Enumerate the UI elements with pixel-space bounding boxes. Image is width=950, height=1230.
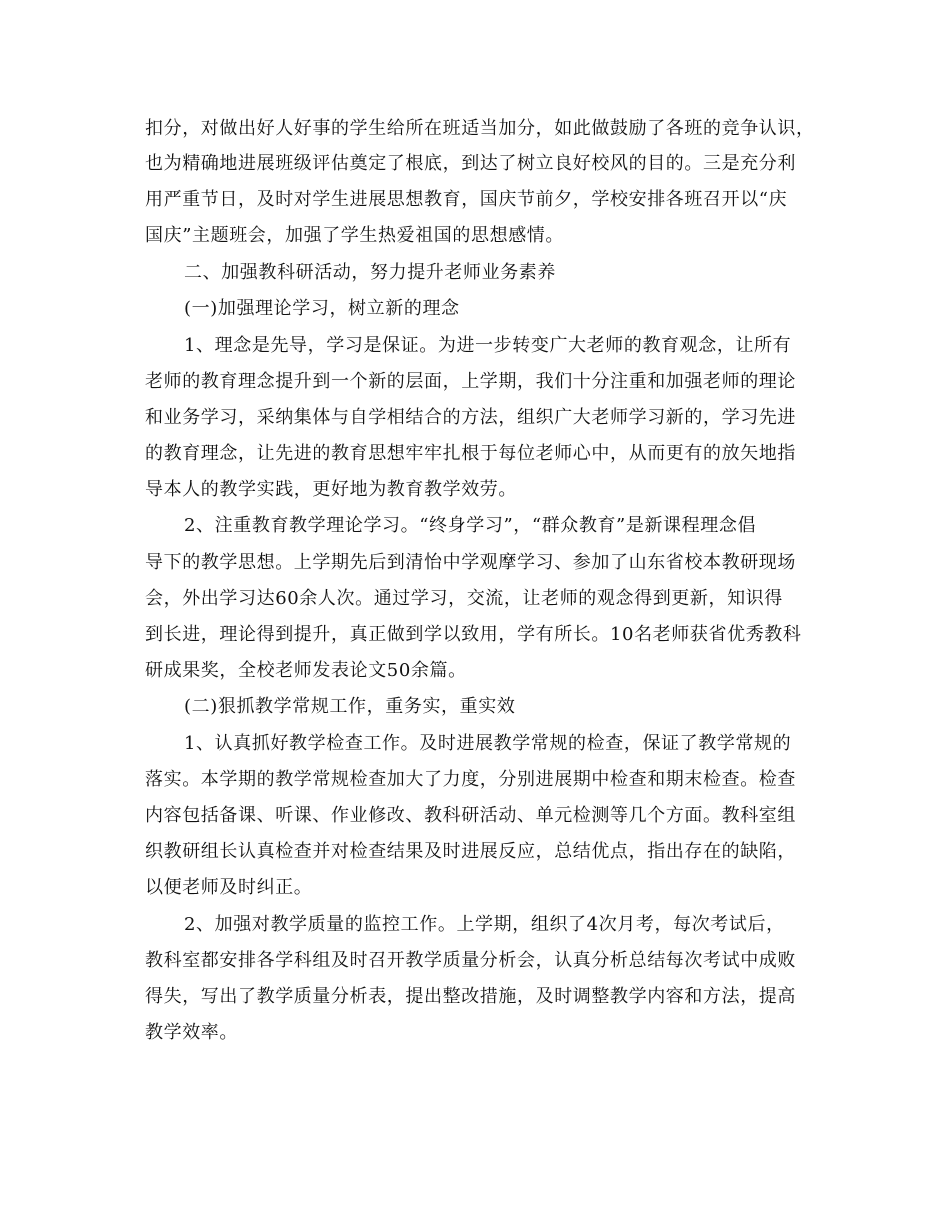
paragraph-line: 以便老师及时纠正。 bbox=[145, 877, 313, 898]
paragraph-line: 导下的教学思想。上学期先后到清怡中学观摩学习、参加了山东省校本教研现场 bbox=[145, 552, 796, 573]
paragraph-line: 织教研组长认真检查并对检查结果及时进展反应，总结优点，指出存在的缺陷， bbox=[145, 841, 796, 862]
paragraph-line: 扣分，对做出好人好事的学生给所在班适当加分，如此做鼓励了各班的竞争认识， bbox=[145, 118, 815, 139]
paragraph-line: 得失，写出了教学质量分析表，提出整改措施，及时调整教学内容和方法，提高 bbox=[145, 986, 796, 1007]
paragraph-line: 内容包括备课、听课、作业修改、教科研活动、单元检测等几个方面。教科室组 bbox=[145, 805, 796, 826]
paragraph-line: 老师的教育理念提升到一个新的层面，上学期，我们十分注重和加强老师的理论 bbox=[145, 371, 796, 392]
paragraph-line: 会，外出学习达60余人次。通过学习，交流，让老师的观念得到更新，知识得 bbox=[145, 588, 783, 609]
paragraph-line: 2、注重教育教学理论学习。“终身学习”，“群众教育”是新课程理念倡 bbox=[184, 515, 757, 536]
paragraph-line: 也为精确地进展班级评估奠定了根底，到达了树立良好校风的目的。三是充分利 bbox=[145, 153, 796, 174]
paragraph-line: 1、认真抓好教学检查工作。及时进展教学常规的检查，保证了教学常规的 bbox=[184, 733, 792, 754]
subsection-heading: (二)狠抓教学常规工作，重务实，重实效 bbox=[184, 696, 516, 717]
paragraph-line: 教学效率。 bbox=[145, 1022, 238, 1043]
section-heading: 二、加强教科研活动，努力提升老师业务素养 bbox=[184, 262, 556, 283]
paragraph-line: 研成果奖，全校老师发表论文50余篇。 bbox=[145, 660, 467, 681]
paragraph-line: 和业务学习，采纳集体与自学相结合的方法，组织广大老师学习新的，学习先进 bbox=[145, 407, 796, 428]
subsection-heading: (一)加强理论学习，树立新的理念 bbox=[184, 298, 460, 319]
paragraph-line: 导本人的教学实践，更好地为教育教学效劳。 bbox=[145, 479, 517, 500]
paragraph-line: 2、加强对教学质量的监控工作。上学期，组织了4次月考，每次考试后， bbox=[184, 914, 785, 935]
paragraph-line: 国庆”主题班会，加强了学生热爱祖国的思想感情。 bbox=[145, 225, 564, 246]
paragraph-line: 到长进，理论得到提升，真正做到学以致用，学有所长。10名老师获省优秀教科 bbox=[145, 624, 802, 645]
paragraph-line: 用严重节日，及时对学生进展思想教育，国庆节前夕，学校安排各班召开以“庆 bbox=[145, 189, 788, 210]
paragraph-line: 的教育理念，让先进的教育思想牢牢扎根于每位老师心中，从而更有的放矢地指 bbox=[145, 443, 796, 464]
paragraph-line: 教科室都安排各学科组及时召开教学质量分析会，认真分析总结每次考试中成败 bbox=[145, 950, 796, 971]
paragraph-line: 1、理念是先导，学习是保证。为进一步转变广大老师的教育观念，让所有 bbox=[184, 335, 792, 356]
paragraph-line: 落实。本学期的教学常规检查加大了力度，分别进展期中检查和期末检查。检查 bbox=[145, 769, 796, 790]
